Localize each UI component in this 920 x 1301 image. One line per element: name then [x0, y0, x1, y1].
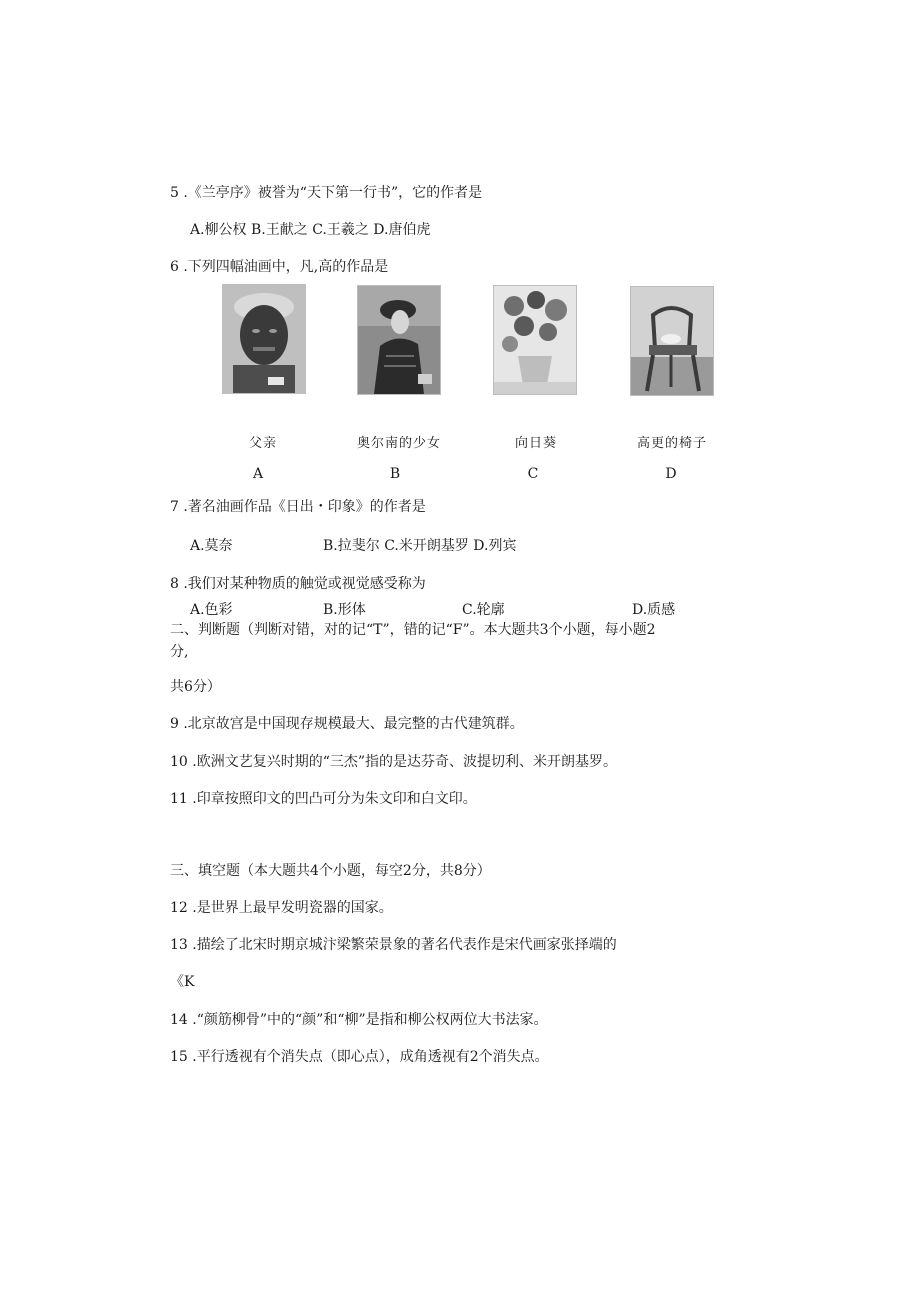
question-5-options: A.柳公权 B.王献之 C.王羲之 D.唐伯虎: [190, 222, 431, 238]
question-11: 11 .印章按照印文的凹凸可分为朱文印和白文印。: [170, 791, 477, 807]
question-5-stem: 5 .《兰亭序》被誉为“天下第一行书”，它的作者是: [170, 185, 483, 201]
question-8-stem: 8 .我们对某种物质的触觉或视觉感受称为: [170, 576, 426, 592]
question-8-option-c: C.轮廓: [462, 602, 505, 618]
painting-d-image: [630, 286, 714, 396]
question-6-stem: 6 .下列四幅油画中，凡,高的作品是: [170, 259, 389, 275]
sunflowers-icon: [494, 286, 576, 394]
question-7-option-a: A.莫奈: [190, 538, 233, 554]
painting-b-caption: 奥尔南的少女: [356, 436, 441, 451]
question-14: 14 .“颜筋柳骨”中的“颜”和“柳”是指和柳公权两位大书法家。: [170, 1012, 548, 1028]
painting-c-caption: 向日葵: [514, 436, 557, 451]
painting-a-image: [222, 284, 306, 394]
painting-b-image: [357, 285, 441, 395]
question-8-option-d: D.质感: [632, 602, 676, 618]
question-12: 12 .是世界上最早发明瓷器的国家。: [170, 900, 393, 916]
section-2-heading-cont2: 共6分）: [170, 679, 221, 695]
painting-a-caption: 父亲: [248, 436, 277, 451]
painting-c-letter: C: [527, 466, 539, 482]
question-15: 15 .平行透视有个消失点（即心点），成角透视有2个消失点。: [170, 1049, 549, 1065]
question-8-option-a: A.色彩: [190, 602, 233, 618]
painting-b-letter: B: [389, 466, 401, 482]
portrait-old-man-icon: [223, 285, 305, 393]
painting-d-letter: D: [665, 466, 677, 482]
question-13-cont: 《K: [170, 974, 195, 990]
section-2-heading: 二、判断题（判断对错，对的记“T”，错的记“F”。本大题共3个小题，每小题2: [170, 622, 656, 638]
section-2-heading-cont: 分,: [170, 644, 189, 660]
painting-a-letter: A: [252, 466, 264, 482]
question-9: 9 .北京故宫是中国现存规模最大、最完整的古代建筑群。: [170, 716, 524, 732]
portrait-girl-icon: [358, 286, 440, 394]
chair-icon: [631, 287, 713, 395]
painting-d-caption: 高更的椅子: [636, 436, 707, 451]
painting-c-image: [493, 285, 577, 395]
section-3-heading: 三、填空题（本大题共4个小题，每空2分，共8分）: [170, 863, 491, 879]
question-7-options-rest: B.拉斐尔 C.米开朗基罗 D.列宾: [323, 538, 517, 554]
question-10: 10 .欧洲文艺复兴时期的“三杰”指的是达芬奇、波提切利、米开朗基罗。: [170, 754, 618, 770]
question-7-stem: 7 .著名油画作品《日出・印象》的作者是: [170, 499, 426, 515]
question-8-option-b: B.形体: [323, 602, 366, 618]
question-13: 13 .描绘了北宋时期京城汴梁繁荣景象的著名代表作是宋代画家张择端的: [170, 937, 617, 953]
